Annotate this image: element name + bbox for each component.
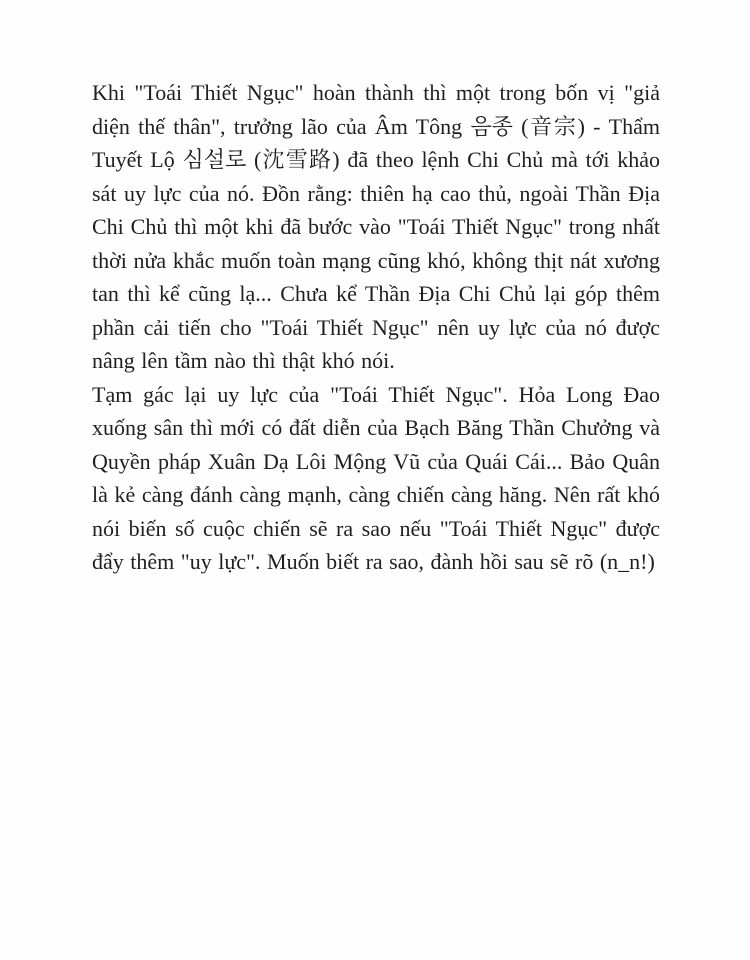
paragraph-2: Tạm gác lại uy lực của "Toái Thiết Ngục". Hỏa Long Đao xuống sân thì mới có đất diễn của Bạch Băng Thần Chưởng và Quyền pháp Xuân Dạ Lôi Mộng Vũ của Quái Cái... Bảo Quân là kẻ càng đánh càng mạnh, càng chiến càng hăng. Nên rất khó nói biến số cuộc chiến sẽ ra sao nếu "Toái Thiết Ngục" được đẩy thêm "uy lực". Muốn biết ra sao, đành hồi sau sẽ rõ (n_n!) <box>92 381 660 574</box>
paragraph-1: Khi "Toái Thiết Ngục" hoàn thành thì một trong bốn vị "giả diện thế thân", trưởng lão của Âm Tông 음종 (音宗) - Thẩm Tuyết Lộ 심설로 (沈雪路) đã theo lệnh Chi Chủ mà tới khảo sát uy lực của nó. Đồn rằng: thiên hạ cao thủ, ngoài Thần Địa Chi Chủ thì một khi đã bước vào "Toái Thiết Ngục" trong nhất thời nửa khắc muốn toàn mạng cũng khó, không thịt nát xương tan thì kể cũng lạ... Chưa kể Thần Địa Chi Chủ lại góp thêm phần cải tiến cho "Toái Thiết Ngục" nên uy lực của nó được nâng lên tầm nào thì thật khó nói. <box>92 80 660 373</box>
